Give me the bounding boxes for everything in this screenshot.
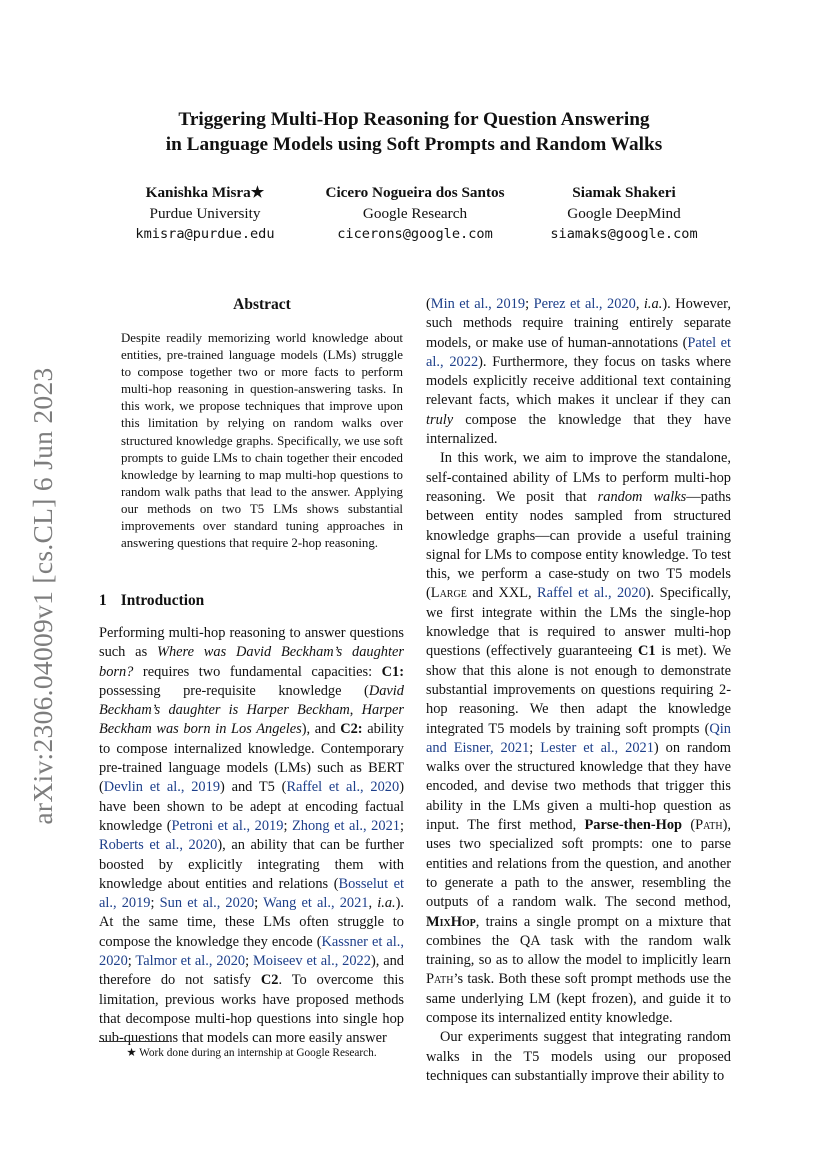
citation-link[interactable]: Raffel et al., 2020 bbox=[537, 585, 646, 602]
author-name: Kanishka Misra★ bbox=[145, 184, 265, 201]
section-title: Introduction bbox=[120, 592, 205, 609]
citation-link[interactable]: Devlin et al., 2019 bbox=[103, 779, 221, 796]
citation-link[interactable]: Raffel et al., 2020 bbox=[286, 779, 400, 796]
abstract-text: Despite readily memorizing world knowledge about entities, pre-trained language models (LMs) struggle to compose together two or more facts to perform multi-hop reasoning in question-answering tasks. In this work, we propose techniques that improve upon this limitation by relying on random walks over structured knowledge graphs. Specifically, we use soft prompts to guide LMs to chain together their encoded knowledge by learning to map multi-hop questions to random walk paths that lead to the answer. Applying our methods on two T5 LMs shows substantial improvements over standard tuning approaches in answering questions that require 2-hop reasoning. bbox=[121, 331, 403, 551]
citation-link[interactable]: Roberts et al., 2020 bbox=[99, 837, 218, 854]
left-column bbox=[99, 624, 404, 1049]
citation-link[interactable]: Qin and Eisner, 2021 bbox=[426, 720, 731, 756]
citation-link[interactable]: Zhong et al., 2021 bbox=[292, 817, 400, 834]
intro-paragraph-2: In this work, we aim to improve the standalone, self-contained ability of LMs to perform multi-hop reasoning. We posit that random walks—paths between entity nodes sampled from structured knowledge graphs—can provide a useful training signal for LMs to compose entity knowledge. To test this, we perform a case-study on two T5 models (Large and XXL, Raffel et al., 2020). Specifically, we first integrate within the LMs the single-hop knowledge that is required to answer multi-hop questions (effectively guaranteeing C1 is met). We show that this alone is not enough to demonstrate substantial improvements on questions requiring 2-hop reasoning. We then adapt the knowledge integrated T5 models by training soft prompts (Qin and Eisner, 2021; Lester et al., 2021) on random walks over the structured knowledge that they have encoded, and devise two methods that trigger this ability in the LMs given a multi-hop question as input. The first method, Parse-then-Hop (Path), uses two specialized soft prompts: one to parse entities and relations from the question, and another to generate a path to the answer, resembling the outputs of a random walk. The second method, MixHop, trains a single prompt on a mixture that combines the QA task with the random walk training, so as to allow the model to implicitly learn Path’s task. Both these soft prompt methods use the same underlying LM (kept frozen), and guide it to compose its internalized entity knowledge. bbox=[426, 450, 732, 1026]
intro-paragraph-1: Performing multi-hop reasoning to answer questions such as Where was David Beckham’s daughter born? requires two fundamental capacities: C1: possessing pre-requisite knowledge (David Beckham’s daughter is Harper Beckham, Harper Beckham was born in Los Angeles), and C2: ability to compose internalized knowledge. Contemporary pre-trained language models (LMs) such as BERT (Devlin et al., 2019) and T5 (Raffel et al., 2020) have been shown to be adept at encoding factual knowledge (Petroni et al., 2019; Zhong et al., 2021; Roberts et al., 2020), an ability that can be further boosted by explicitly integrating them with knowledge about entities and relations (Bosselut et al., 2019; Sun et al., 2020; Wang et al., 2021, i.a.). At the same time, these LMs often struggle to compose the knowledge they encode (Kassner et al., 2020; Talmor et al., 2020; Moiseev et al., 2022), and therefore do not satisfy C2. To overcome this limitation, previous works have proposed methods that decompose multi-hop questions into single hop sub-questions that models can more easily answer bbox=[99, 625, 405, 1047]
footnote-rule bbox=[99, 1041, 169, 1042]
citation-link[interactable]: Sun et al., 2020 bbox=[159, 895, 255, 912]
author-affiliation: Purdue University bbox=[149, 204, 261, 222]
author-name: Siamak Shakeri bbox=[572, 184, 676, 201]
citation-link[interactable]: Patel et al., 2022 bbox=[426, 334, 731, 370]
citation-link[interactable]: Lester et al., 2021 bbox=[540, 739, 654, 756]
citation-link[interactable]: Talmor et al., 2020 bbox=[135, 953, 246, 970]
citation-link[interactable]: Petroni et al., 2019 bbox=[171, 817, 284, 834]
footnote-text: Work done during an internship at Google Research. bbox=[139, 1047, 377, 1059]
arxiv-identifier bbox=[22, 367, 64, 825]
right-column bbox=[426, 295, 731, 1086]
citation-link[interactable]: Moiseev et al., 2022 bbox=[253, 953, 371, 970]
arxiv-id-text: arXiv:2306.04009v1 [cs.CL] 6 Jun 2023 bbox=[27, 367, 58, 825]
author-block-3 bbox=[536, 183, 712, 245]
author-email: kmisra@purdue.edu bbox=[135, 226, 275, 242]
paper-title bbox=[96, 107, 732, 157]
footnote-star-mark: ★ bbox=[126, 1047, 137, 1059]
author-name: Cicero Nogueira dos Santos bbox=[325, 184, 505, 201]
author-block-1 bbox=[118, 183, 292, 245]
author-footnote-mark: ★ bbox=[250, 184, 265, 201]
title-line-1: Triggering Multi-Hop Reasoning for Question Answering bbox=[178, 109, 650, 130]
author-affiliation: Google Research bbox=[362, 204, 468, 222]
citation-link[interactable]: Perez et al., 2020 bbox=[533, 296, 636, 312]
author-email: siamaks@google.com bbox=[550, 226, 698, 242]
section-heading bbox=[99, 592, 204, 610]
intro-paragraph-1-continued: (Min et al., 2019; Perez et al., 2020, i.a.). However, such methods require training entirely separate models, or make use of human-annotations (Patel et al., 2022). Furthermore, they focus on tasks where models explicitly receive additional text containing relevant facts, which makes it unclear if they can truly compose the knowledge that they have internalized. bbox=[426, 296, 731, 448]
author-email: cicerons@google.com bbox=[337, 226, 493, 242]
abstract-heading: Abstract bbox=[233, 296, 291, 313]
title-line-2: in Language Models using Soft Prompts and Random Walks bbox=[165, 134, 663, 155]
citation-link[interactable]: Bosselut et al., 2019 bbox=[99, 875, 404, 912]
footnote bbox=[99, 1046, 404, 1059]
citation-link[interactable]: Kassner et al., 2020 bbox=[99, 933, 404, 970]
section-number: 1 bbox=[99, 592, 107, 609]
citation-link[interactable]: Min et al., 2019 bbox=[430, 296, 526, 312]
author-affiliation: Google DeepMind bbox=[567, 204, 681, 222]
citation-link[interactable]: Wang et al., 2021 bbox=[263, 895, 369, 912]
author-block-2 bbox=[310, 183, 520, 245]
intro-paragraph-3: Our experiments suggest that integrating random walks in the T5 models using our proposed techniques can substantially improve their ability to bbox=[426, 1029, 731, 1084]
